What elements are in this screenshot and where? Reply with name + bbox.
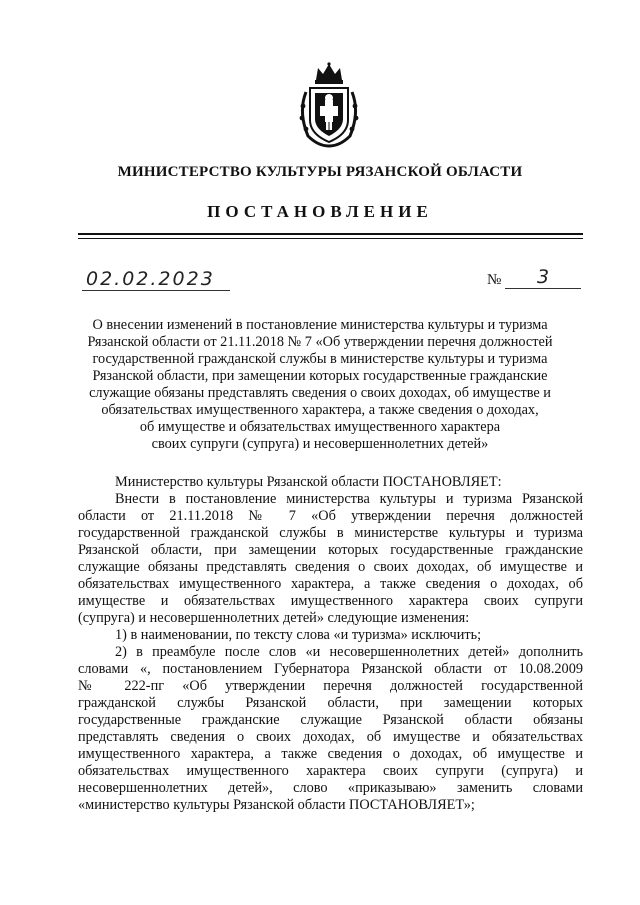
body-line: области от 21.11.2018 № 7 «Об утверждении перечня должностей bbox=[78, 508, 583, 524]
body-line: государственные гражданские служащие Рязанской области обязаны bbox=[78, 712, 583, 728]
body-line: словами «, постановлением Губернатора Рязанской области от 10.08.2009 bbox=[78, 661, 583, 677]
document-body bbox=[78, 474, 583, 814]
body-line: «министерство культуры Рязанской области ПОСТАНОВЛЯЕТ»; bbox=[78, 797, 475, 813]
body-line: № 222-пг «Об утверждении перечня должностей государственной bbox=[78, 678, 583, 694]
amendment-item-2: 2) в преамбуле после слов «и несовершеннолетних детей» дополнить bbox=[115, 644, 583, 660]
body-line: имущественного характера, а также сведения о доходах, об имуществе и bbox=[78, 746, 583, 762]
document-subject bbox=[70, 317, 570, 453]
document-date: 02.02.2023 bbox=[82, 268, 230, 291]
subject-line: Рязанской области от 21.11.2018 № 7 «Об утверждении перечня должностей bbox=[87, 334, 553, 350]
body-line: Рязанской области, при замещении которых государственные гражданские bbox=[78, 542, 583, 558]
body-line: Внести в постановление министерства культуры и туризма Рязанской bbox=[115, 491, 583, 507]
subject-line: обязательствах имущественного характера, а также сведения о доходах, bbox=[101, 402, 539, 418]
resolution-preamble: Министерство культуры Рязанской области ПОСТАНОВЛЯЕТ: bbox=[115, 474, 502, 490]
body-line: обязательствах имущественного характера, а также сведения о доходах, об bbox=[78, 576, 583, 592]
body-line: государственной гражданской службы в министерстве культуры и туризма bbox=[78, 525, 583, 541]
ministry-title: МИНИСТЕРСТВО КУЛЬТУРЫ РЯЗАНСКОЙ ОБЛАСТИ bbox=[117, 164, 523, 180]
body-line: служащие обязаны представлять сведения о своих доходах, об имуществе и bbox=[78, 559, 583, 575]
coat-of-arms-icon bbox=[296, 62, 362, 148]
body-line: имуществе и обязательствах имущественного характера своих супруги bbox=[78, 593, 583, 609]
body-line: гражданской службы Рязанской области, при замещении которых bbox=[78, 695, 583, 711]
subject-line: служащие обязаны представлять сведения о своих доходах, об имуществе и bbox=[89, 385, 551, 401]
number-label: № bbox=[487, 272, 502, 288]
body-line: представлять сведения о своих доходах, об имуществе и обязательствах bbox=[78, 729, 583, 745]
subject-line: об имуществе и обязательствах имущественного характера bbox=[139, 419, 501, 435]
document-number: 3 bbox=[505, 266, 581, 289]
body-line: (супруга) и несовершеннолетних детей» следующие изменения: bbox=[78, 610, 470, 626]
amendment-item-1: 1) в наименовании, по тексту слова «и туризма» исключить; bbox=[115, 627, 482, 643]
body-line: обязательствах имущественного характера своих супруги (супруга) и bbox=[78, 763, 583, 779]
subject-line: Рязанской области, при замещении которых государственные гражданские bbox=[92, 368, 548, 384]
subject-line: О внесении изменений в постановление министерства культуры и туризма bbox=[92, 317, 548, 333]
header-divider-thin bbox=[78, 238, 583, 239]
document-type: ПОСТАНОВЛЕНИЕ bbox=[207, 202, 433, 221]
subject-line: своих супруги (супруга) и несовершеннолетних детей» bbox=[151, 436, 489, 452]
header-divider bbox=[78, 233, 583, 235]
subject-line: государственной гражданской службы в министерстве культуры и туризма bbox=[92, 351, 548, 367]
body-line: несовершеннолетних детей», слово «приказываю» заменить словами bbox=[78, 780, 583, 796]
